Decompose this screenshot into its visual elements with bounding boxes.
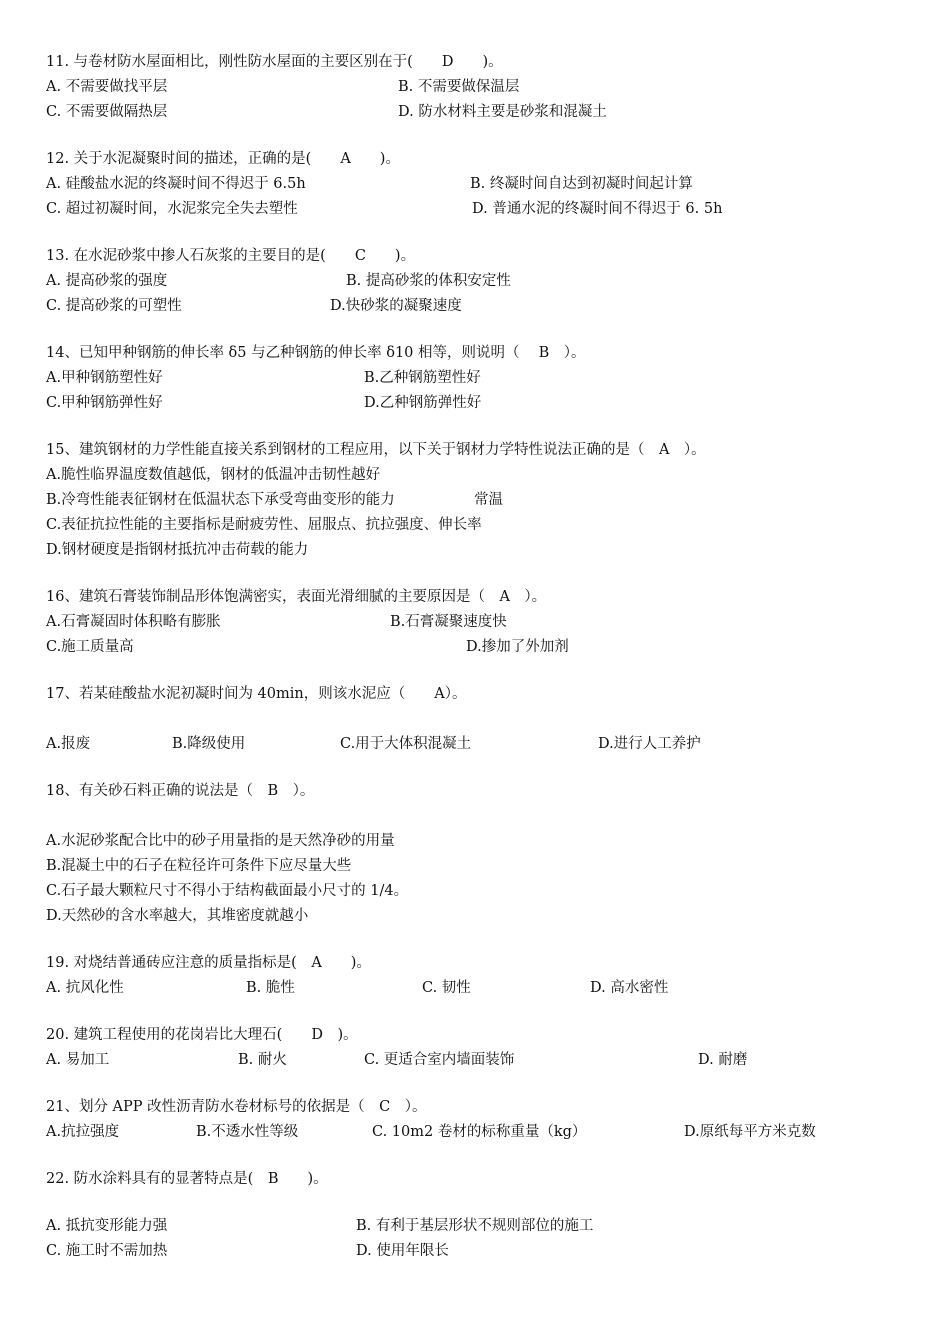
option-b: B. 有利于基层形状不规则部位的施工 xyxy=(356,1218,594,1234)
question-stem: 20. 建筑工程使用的花岗岩比大理石( D )。 xyxy=(46,1027,358,1043)
question-stem: 12. 关于水泥凝聚时间的描述，正确的是( A )。 xyxy=(46,151,400,167)
question-stem: 18、有关砂石料正确的说法是（ B ）。 xyxy=(46,783,315,799)
option-c: C. 超过初凝时间，水泥浆完全失去塑性 xyxy=(46,201,298,217)
option-d: D.天然砂的含水率越大，其堆密度就越小 xyxy=(46,908,309,924)
option-c: C. 更适合室内墙面装饰 xyxy=(364,1052,515,1068)
option-b: B.不透水性等级 xyxy=(196,1124,299,1140)
option-b: B. 提高砂浆的体积安定性 xyxy=(346,273,511,289)
option-c: C. 提高砂浆的可塑性 xyxy=(46,298,182,314)
question-stem: 11. 与卷材防水屋面相比，刚性防水屋面的主要区别在于( D )。 xyxy=(46,54,503,70)
option-c: C.用于大体积混凝土 xyxy=(340,736,472,752)
option-d: D.进行人工养护 xyxy=(598,736,701,752)
option-c: C.甲种钢筋弹性好 xyxy=(46,395,163,411)
option-d: D.快砂浆的凝聚速度 xyxy=(330,298,462,314)
option-d: D. 高水密性 xyxy=(590,980,669,996)
question-stem: 22. 防水涂料具有的显著特点是( B )。 xyxy=(46,1171,328,1187)
question-stem: 17、若某硅酸盐水泥初凝时间为 40min，则该水泥应（ A）。 xyxy=(46,686,467,702)
option-a: A. 抵抗变形能力强 xyxy=(46,1218,168,1234)
option-d: D. 耐磨 xyxy=(698,1052,748,1068)
option-c: C.石子最大颗粒尺寸不得小于结构截面最小尺寸的 1/4。 xyxy=(46,883,409,899)
option-b: B.降级使用 xyxy=(172,736,246,752)
option-b: B.乙种钢筋塑性好 xyxy=(364,370,481,386)
option-c: C. 10m2 卷材的标称重量（kg） xyxy=(372,1124,587,1140)
option-b: B. 脆性 xyxy=(246,980,295,996)
option-b: B.混凝土中的石子在粒径许可条件下应尽量大些 xyxy=(46,858,352,874)
handwritten-note: 常温 xyxy=(474,492,503,508)
option-b: B.冷弯性能表征钢材在低温状态下承受弯曲变形的能力 xyxy=(46,492,395,508)
question-stem: 16、建筑石膏装饰制品形体饱满密实，表面光滑细腻的主要原因是（ A ）。 xyxy=(46,589,547,605)
question-stem: 15、建筑钢材的力学性能直接关系到钢材的工程应用，以下关于钢材力学特性说法正确的是（ A ）。 xyxy=(46,442,706,458)
option-c: C. 韧性 xyxy=(422,980,471,996)
option-b: B. 不需要做保温层 xyxy=(398,79,520,95)
option-a: A. 易加工 xyxy=(46,1052,110,1068)
option-a: A. 提高砂浆的强度 xyxy=(46,273,168,289)
option-a: A.石膏凝固时体积略有膨胀 xyxy=(46,614,221,630)
option-a: A. 不需要做找平层 xyxy=(46,79,168,95)
option-b: B. 耐火 xyxy=(238,1052,287,1068)
option-b: B. 终凝时间自达到初凝时间起计算 xyxy=(470,176,693,192)
option-d: D.钢材硬度是指钢材抵抗冲击荷载的能力 xyxy=(46,542,309,558)
option-a: A. 硅酸盐水泥的终凝时间不得迟于 6.5h xyxy=(46,176,306,192)
option-b: B.石膏凝聚速度快 xyxy=(390,614,507,630)
question-stem: 13. 在水泥砂浆中掺人石灰浆的主要目的是( C )。 xyxy=(46,248,416,264)
question-stem: 21、划分 APP 改性沥青防水卷材标号的依据是（ C ）。 xyxy=(46,1099,427,1115)
option-c: C. 施工时不需加热 xyxy=(46,1243,168,1259)
option-a: A.抗拉强度 xyxy=(46,1124,120,1140)
option-d: D. 防水材料主要是砂浆和混凝土 xyxy=(398,104,607,120)
option-c: C.施工质量高 xyxy=(46,639,134,655)
option-a: A.水泥砂浆配合比中的砂子用量指的是天然净砂的用量 xyxy=(46,833,395,849)
option-d: D. 普通水泥的终凝时间不得迟于 6. 5h xyxy=(472,201,723,217)
option-c: C. 不需要做隔热层 xyxy=(46,104,168,120)
option-a: A.脆性临界温度数值越低，钢材的低温冲击韧性越好 xyxy=(46,467,381,483)
option-a: A.报废 xyxy=(46,736,91,752)
option-d: D.乙种钢筋弹性好 xyxy=(364,395,482,411)
option-a: A. 抗风化性 xyxy=(46,980,124,996)
option-d: D. 使用年限长 xyxy=(356,1243,449,1259)
question-stem: 19. 对烧结普通砖应注意的质量指标是( A )。 xyxy=(46,955,371,971)
option-c: C.表征抗拉性能的主要指标是耐疲劳性、屈服点、抗拉强度、伸长率 xyxy=(46,517,482,533)
option-a: A.甲种钢筋塑性好 xyxy=(46,370,163,386)
option-d: D.原纸每平方米克数 xyxy=(684,1124,816,1140)
option-d: D.掺加了外加剂 xyxy=(466,639,569,655)
question-stem: 14、已知甲种钢筋的伸长率 δ5 与乙种钢筋的伸长率 δ10 相等，则说明（ B ）。 xyxy=(46,345,586,361)
